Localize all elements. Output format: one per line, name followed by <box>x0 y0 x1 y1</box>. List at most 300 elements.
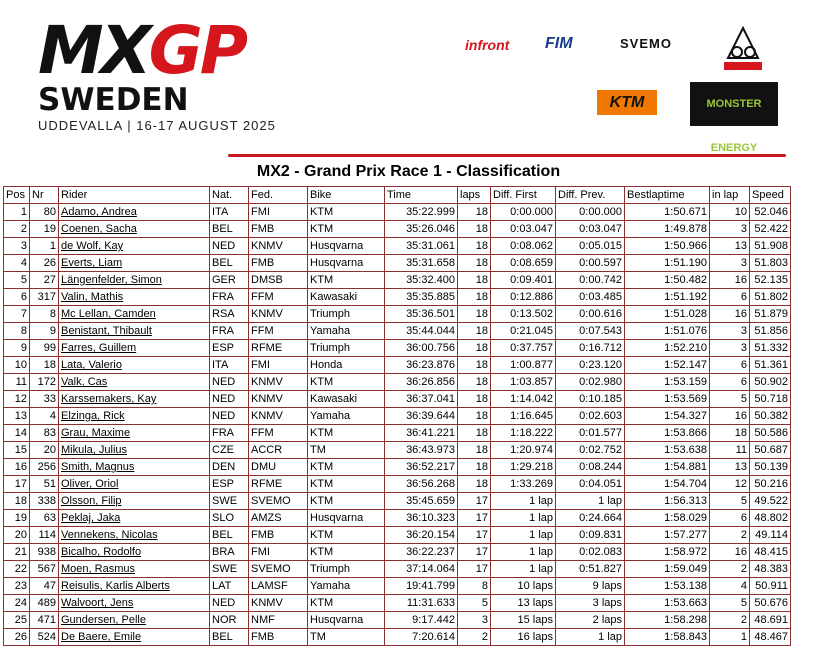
cell-in-lap: 16 <box>710 272 750 289</box>
cell-in-lap: 2 <box>710 612 750 629</box>
infront-logo: infront <box>465 37 510 53</box>
cell-pos: 26 <box>4 629 30 646</box>
cell-bestlaptime: 1:58.972 <box>625 544 710 561</box>
cell-diff-prev: 0:24.664 <box>556 510 625 527</box>
mxgp-logo <box>38 12 246 89</box>
col-rider: Rider <box>59 187 210 204</box>
cell-fed: KNMV <box>249 408 308 425</box>
cell-rider[interactable]: Mc Lellan, Camden <box>59 306 210 323</box>
cell-bestlaptime: 1:58.843 <box>625 629 710 646</box>
cell-speed: 50.139 <box>750 459 791 476</box>
table-row <box>4 357 791 374</box>
table-row <box>4 578 791 595</box>
cell-in-lap: 6 <box>710 357 750 374</box>
cell-laps: 17 <box>458 561 491 578</box>
cell-rider[interactable]: Peklaj, Jaka <box>59 510 210 527</box>
cell-in-lap: 13 <box>710 238 750 255</box>
cell-rider[interactable]: Elzinga, Rick <box>59 408 210 425</box>
cell-rider[interactable]: Benistant, Thibault <box>59 323 210 340</box>
cell-diff-prev: 0:05.015 <box>556 238 625 255</box>
monster-energy-logo: MONSTER ENERGY <box>690 82 778 126</box>
cell-pos: 13 <box>4 408 30 425</box>
cell-bike: KTM <box>308 459 385 476</box>
cell-laps: 18 <box>458 357 491 374</box>
cell-diff-first: 13 laps <box>491 595 556 612</box>
cell-fed: LAMSF <box>249 578 308 595</box>
cell-diff-first: 1 lap <box>491 510 556 527</box>
cell-speed: 48.802 <box>750 510 791 527</box>
cell-speed: 49.114 <box>750 527 791 544</box>
cell-pos: 11 <box>4 374 30 391</box>
cell-in-lap: 18 <box>710 425 750 442</box>
event-subtitle: UDDEVALLA | 16-17 AUGUST 2025 <box>38 118 276 133</box>
cell-nr: 172 <box>30 374 59 391</box>
cell-nat: ITA <box>210 204 249 221</box>
cell-pos: 7 <box>4 306 30 323</box>
cell-fed: DMSB <box>249 272 308 289</box>
cell-bike: KTM <box>308 476 385 493</box>
cell-diff-prev: 0:02.980 <box>556 374 625 391</box>
cell-nr: 99 <box>30 340 59 357</box>
cell-rider[interactable]: Mikula, Julius <box>59 442 210 459</box>
cell-rider[interactable]: Vennekens, Nicolas <box>59 527 210 544</box>
cell-time: 9:17.442 <box>385 612 458 629</box>
cell-diff-first: 0:09.401 <box>491 272 556 289</box>
cell-bike: KTM <box>308 425 385 442</box>
cell-rider[interactable]: Walvoort, Jens <box>59 595 210 612</box>
cell-bestlaptime: 1:53.663 <box>625 595 710 612</box>
col-fed: Fed. <box>249 187 308 204</box>
cell-nat: BEL <box>210 221 249 238</box>
cell-diff-first: 0:37.757 <box>491 340 556 357</box>
cell-speed: 48.467 <box>750 629 791 646</box>
cell-bestlaptime: 1:52.147 <box>625 357 710 374</box>
cell-speed: 50.382 <box>750 408 791 425</box>
cell-nat: NOR <box>210 612 249 629</box>
cell-time: 36:26.856 <box>385 374 458 391</box>
cell-bestlaptime: 1:53.638 <box>625 442 710 459</box>
col-pos: Pos <box>4 187 30 204</box>
table-row <box>4 612 791 629</box>
cell-rider[interactable]: Everts, Liam <box>59 255 210 272</box>
cell-rider[interactable]: Oliver, Oriol <box>59 476 210 493</box>
page-title: MX2 - Grand Prix Race 1 - Classification <box>256 163 561 180</box>
cell-fed: RFME <box>249 476 308 493</box>
cell-bestlaptime: 1:54.881 <box>625 459 710 476</box>
cell-pos: 24 <box>4 595 30 612</box>
cell-nat: CZE <box>210 442 249 459</box>
table-row <box>4 544 791 561</box>
cell-in-lap: 6 <box>710 510 750 527</box>
col-diff-first: Diff. First <box>491 187 556 204</box>
cell-nat: LAT <box>210 578 249 595</box>
cell-nat: FRA <box>210 323 249 340</box>
cell-laps: 18 <box>458 289 491 306</box>
cell-in-lap: 3 <box>710 221 750 238</box>
cell-rider[interactable]: de Wolf, Kay <box>59 238 210 255</box>
cell-nat: SWE <box>210 561 249 578</box>
cell-rider[interactable]: Farres, Guillem <box>59 340 210 357</box>
cell-rider[interactable]: Bicalho, Rodolfo <box>59 544 210 561</box>
cell-diff-first: 0:13.502 <box>491 306 556 323</box>
cell-laps: 17 <box>458 527 491 544</box>
cell-diff-first: 1:29.218 <box>491 459 556 476</box>
cell-nat: SLO <box>210 510 249 527</box>
col-nat: Nat. <box>210 187 249 204</box>
cell-bike: KTM <box>308 527 385 544</box>
table-row <box>4 510 791 527</box>
cell-in-lap: 5 <box>710 493 750 510</box>
cell-pos: 5 <box>4 272 30 289</box>
cell-speed: 51.803 <box>750 255 791 272</box>
cell-pos: 25 <box>4 612 30 629</box>
cell-pos: 17 <box>4 476 30 493</box>
cell-in-lap: 5 <box>710 595 750 612</box>
cell-bestlaptime: 1:53.866 <box>625 425 710 442</box>
cell-nr: 26 <box>30 255 59 272</box>
cell-fed: NMF <box>249 612 308 629</box>
cell-pos: 18 <box>4 493 30 510</box>
cell-speed: 52.135 <box>750 272 791 289</box>
cell-bike: KTM <box>308 544 385 561</box>
cell-laps: 3 <box>458 612 491 629</box>
cell-diff-first: 1:20.974 <box>491 442 556 459</box>
cell-laps: 18 <box>458 255 491 272</box>
cell-rider[interactable]: Valin, Mathis <box>59 289 210 306</box>
cell-nr: 567 <box>30 561 59 578</box>
cell-bike: Husqvarna <box>308 255 385 272</box>
cell-pos: 9 <box>4 340 30 357</box>
cell-bestlaptime: 1:52.210 <box>625 340 710 357</box>
col-bike: Bike <box>308 187 385 204</box>
cell-nr: 1 <box>30 238 59 255</box>
table-row <box>4 374 791 391</box>
cell-laps: 18 <box>458 221 491 238</box>
cell-diff-prev: 0:02.083 <box>556 544 625 561</box>
cell-diff-prev: 0:08.244 <box>556 459 625 476</box>
cell-bestlaptime: 1:50.482 <box>625 272 710 289</box>
cell-in-lap: 16 <box>710 408 750 425</box>
cell-pos: 19 <box>4 510 30 527</box>
cell-pos: 12 <box>4 391 30 408</box>
cell-diff-prev: 0:01.577 <box>556 425 625 442</box>
cell-nr: 4 <box>30 408 59 425</box>
cell-fed: KNMV <box>249 306 308 323</box>
cell-laps: 18 <box>458 425 491 442</box>
cell-fed: AMZS <box>249 510 308 527</box>
cell-diff-prev: 0:02.752 <box>556 442 625 459</box>
cell-in-lap: 5 <box>710 391 750 408</box>
cell-nr: 114 <box>30 527 59 544</box>
cell-fed: KNMV <box>249 238 308 255</box>
cell-diff-prev: 3 laps <box>556 595 625 612</box>
cell-in-lap: 6 <box>710 374 750 391</box>
cell-speed: 51.856 <box>750 323 791 340</box>
cell-diff-prev: 0:00.742 <box>556 272 625 289</box>
cell-rider[interactable]: Coenen, Sacha <box>59 221 210 238</box>
cell-bestlaptime: 1:51.028 <box>625 306 710 323</box>
cell-fed: FFM <box>249 425 308 442</box>
cell-rider[interactable]: Olsson, Filip <box>59 493 210 510</box>
cell-speed: 50.911 <box>750 578 791 595</box>
cell-fed: KNMV <box>249 374 308 391</box>
col-bestlaptime: Bestlaptime <box>625 187 710 204</box>
cell-nat: FRA <box>210 289 249 306</box>
cell-nat: RSA <box>210 306 249 323</box>
cell-nr: 489 <box>30 595 59 612</box>
cell-pos: 6 <box>4 289 30 306</box>
table-row <box>4 255 791 272</box>
cell-nat: NED <box>210 595 249 612</box>
col-nr: Nr <box>30 187 59 204</box>
cell-rider[interactable]: De Baere, Emile <box>59 629 210 646</box>
cell-in-lap: 4 <box>710 578 750 595</box>
table-row <box>4 272 791 289</box>
cell-laps: 18 <box>458 459 491 476</box>
cell-time: 35:31.658 <box>385 255 458 272</box>
cell-speed: 48.383 <box>750 561 791 578</box>
cell-nr: 63 <box>30 510 59 527</box>
cell-laps: 18 <box>458 306 491 323</box>
cell-fed: RFME <box>249 340 308 357</box>
table-row <box>4 391 791 408</box>
table-row <box>4 238 791 255</box>
cell-speed: 50.216 <box>750 476 791 493</box>
header <box>0 0 817 160</box>
cell-pos: 14 <box>4 425 30 442</box>
cell-in-lap: 2 <box>710 561 750 578</box>
table-row <box>4 595 791 612</box>
cell-diff-prev: 1 lap <box>556 493 625 510</box>
cell-bike: Triumph <box>308 306 385 323</box>
ktm-logo: KTM <box>597 90 657 115</box>
cell-diff-first: 1:16.645 <box>491 408 556 425</box>
cell-nat: FRA <box>210 425 249 442</box>
cell-in-lap: 3 <box>710 340 750 357</box>
cell-fed: FMB <box>249 255 308 272</box>
cell-laps: 2 <box>458 629 491 646</box>
cell-fed: FMB <box>249 629 308 646</box>
cell-nr: 18 <box>30 357 59 374</box>
cell-in-lap: 10 <box>710 204 750 221</box>
cell-laps: 18 <box>458 442 491 459</box>
classification-table <box>3 186 791 646</box>
cell-bestlaptime: 1:50.671 <box>625 204 710 221</box>
cell-time: 11:31.633 <box>385 595 458 612</box>
cell-nr: 256 <box>30 459 59 476</box>
cell-in-lap: 3 <box>710 255 750 272</box>
cell-bestlaptime: 1:50.966 <box>625 238 710 255</box>
cell-rider[interactable]: Moen, Rasmus <box>59 561 210 578</box>
cell-bike: TM <box>308 442 385 459</box>
cell-nat: BEL <box>210 255 249 272</box>
col-laps: laps <box>458 187 491 204</box>
cell-bestlaptime: 1:58.298 <box>625 612 710 629</box>
cell-bike: Kawasaki <box>308 391 385 408</box>
cell-nat: NED <box>210 238 249 255</box>
cell-rider[interactable]: Reisulis, Karlis Alberts <box>59 578 210 595</box>
cell-speed: 51.361 <box>750 357 791 374</box>
cell-nr: 938 <box>30 544 59 561</box>
cell-rider[interactable]: Karssemakers, Kay <box>59 391 210 408</box>
table-row <box>4 629 791 646</box>
table-row <box>4 340 791 357</box>
cell-laps: 8 <box>458 578 491 595</box>
cell-rider[interactable]: Smith, Magnus <box>59 459 210 476</box>
table-row <box>4 459 791 476</box>
cell-bike: Yamaha <box>308 408 385 425</box>
cell-nr: 8 <box>30 306 59 323</box>
cell-diff-prev: 0:03.047 <box>556 221 625 238</box>
cell-diff-prev: 0:00.597 <box>556 255 625 272</box>
cell-bestlaptime: 1:57.277 <box>625 527 710 544</box>
table-row <box>4 221 791 238</box>
cell-diff-prev: 1 lap <box>556 629 625 646</box>
table-row <box>4 306 791 323</box>
cell-speed: 51.332 <box>750 340 791 357</box>
cell-rider[interactable]: Lata, Valerio <box>59 357 210 374</box>
cell-laps: 18 <box>458 272 491 289</box>
cell-pos: 8 <box>4 323 30 340</box>
cell-rider[interactable]: Adamo, Andrea <box>59 204 210 221</box>
cell-diff-prev: 0:03.485 <box>556 289 625 306</box>
cell-time: 36:56.268 <box>385 476 458 493</box>
cell-time: 36:43.973 <box>385 442 458 459</box>
cell-diff-first: 1 lap <box>491 527 556 544</box>
cell-time: 36:37.041 <box>385 391 458 408</box>
cell-nr: 317 <box>30 289 59 306</box>
cell-in-lap: 16 <box>710 544 750 561</box>
cell-bike: KTM <box>308 595 385 612</box>
cell-diff-prev: 9 laps <box>556 578 625 595</box>
cell-bike: Kawasaki <box>308 289 385 306</box>
cell-nr: 19 <box>30 221 59 238</box>
cell-laps: 18 <box>458 204 491 221</box>
table-row <box>4 442 791 459</box>
cell-time: 36:52.217 <box>385 459 458 476</box>
fim-logo: FIM <box>545 35 573 52</box>
cell-laps: 18 <box>458 391 491 408</box>
cell-bestlaptime: 1:56.313 <box>625 493 710 510</box>
cell-time: 36:00.756 <box>385 340 458 357</box>
cell-laps: 5 <box>458 595 491 612</box>
cell-speed: 52.046 <box>750 204 791 221</box>
cell-rider[interactable]: Valk, Cas <box>59 374 210 391</box>
cell-nr: 80 <box>30 204 59 221</box>
cell-speed: 48.415 <box>750 544 791 561</box>
cell-diff-prev: 0:00.000 <box>556 204 625 221</box>
cell-speed: 50.718 <box>750 391 791 408</box>
cell-rider[interactable]: Gundersen, Pelle <box>59 612 210 629</box>
cell-time: 35:26.046 <box>385 221 458 238</box>
event-name: SWEDEN <box>38 82 189 118</box>
cell-nat: DEN <box>210 459 249 476</box>
cell-diff-first: 0:00.000 <box>491 204 556 221</box>
cell-fed: FMI <box>249 204 308 221</box>
table-row <box>4 493 791 510</box>
cell-nr: 338 <box>30 493 59 510</box>
cell-nr: 524 <box>30 629 59 646</box>
cell-rider[interactable]: Grau, Maxime <box>59 425 210 442</box>
cell-diff-first: 1:33.269 <box>491 476 556 493</box>
cell-time: 35:32.400 <box>385 272 458 289</box>
cell-time: 7:20.614 <box>385 629 458 646</box>
col-speed: Speed <box>750 187 791 204</box>
cell-laps: 18 <box>458 340 491 357</box>
cell-diff-first: 1:14.042 <box>491 391 556 408</box>
cell-fed: FMI <box>249 544 308 561</box>
table-header-row <box>4 187 791 204</box>
table-row <box>4 408 791 425</box>
cell-pos: 22 <box>4 561 30 578</box>
cell-laps: 18 <box>458 408 491 425</box>
cell-fed: KNMV <box>249 595 308 612</box>
cell-nat: NED <box>210 391 249 408</box>
cell-laps: 18 <box>458 238 491 255</box>
cell-speed: 51.908 <box>750 238 791 255</box>
cell-time: 36:23.876 <box>385 357 458 374</box>
cell-time: 35:45.659 <box>385 493 458 510</box>
cell-pos: 20 <box>4 527 30 544</box>
table-row <box>4 323 791 340</box>
table-row <box>4 289 791 306</box>
uddevalla-badge-icon <box>720 22 766 74</box>
cell-diff-first: 1 lap <box>491 544 556 561</box>
logo-gp: GP <box>148 12 246 89</box>
cell-rider[interactable]: Längenfelder, Simon <box>59 272 210 289</box>
cell-speed: 50.586 <box>750 425 791 442</box>
cell-bike: Husqvarna <box>308 510 385 527</box>
cell-bike: Triumph <box>308 340 385 357</box>
cell-laps: 17 <box>458 544 491 561</box>
cell-in-lap: 6 <box>710 289 750 306</box>
cell-time: 36:22.237 <box>385 544 458 561</box>
cell-nat: BEL <box>210 527 249 544</box>
cell-nr: 471 <box>30 612 59 629</box>
cell-pos: 15 <box>4 442 30 459</box>
cell-laps: 18 <box>458 476 491 493</box>
cell-bike: KTM <box>308 204 385 221</box>
cell-fed: FMB <box>249 527 308 544</box>
cell-pos: 1 <box>4 204 30 221</box>
col-time: Time <box>385 187 458 204</box>
cell-fed: FFM <box>249 323 308 340</box>
cell-bestlaptime: 1:54.704 <box>625 476 710 493</box>
cell-fed: FMI <box>249 357 308 374</box>
cell-bestlaptime: 1:54.327 <box>625 408 710 425</box>
cell-in-lap: 13 <box>710 459 750 476</box>
cell-bestlaptime: 1:49.878 <box>625 221 710 238</box>
cell-speed: 49.522 <box>750 493 791 510</box>
cell-pos: 2 <box>4 221 30 238</box>
cell-laps: 18 <box>458 323 491 340</box>
cell-nr: 27 <box>30 272 59 289</box>
cell-pos: 4 <box>4 255 30 272</box>
cell-in-lap: 3 <box>710 323 750 340</box>
cell-fed: FMB <box>249 221 308 238</box>
cell-speed: 48.691 <box>750 612 791 629</box>
divider-line <box>228 154 786 157</box>
cell-time: 37:14.064 <box>385 561 458 578</box>
cell-bestlaptime: 1:59.049 <box>625 561 710 578</box>
logo-mx: MX <box>38 12 149 89</box>
cell-bestlaptime: 1:51.076 <box>625 323 710 340</box>
cell-bestlaptime: 1:53.138 <box>625 578 710 595</box>
cell-diff-first: 1:03.857 <box>491 374 556 391</box>
cell-speed: 51.879 <box>750 306 791 323</box>
cell-pos: 3 <box>4 238 30 255</box>
cell-nr: 51 <box>30 476 59 493</box>
